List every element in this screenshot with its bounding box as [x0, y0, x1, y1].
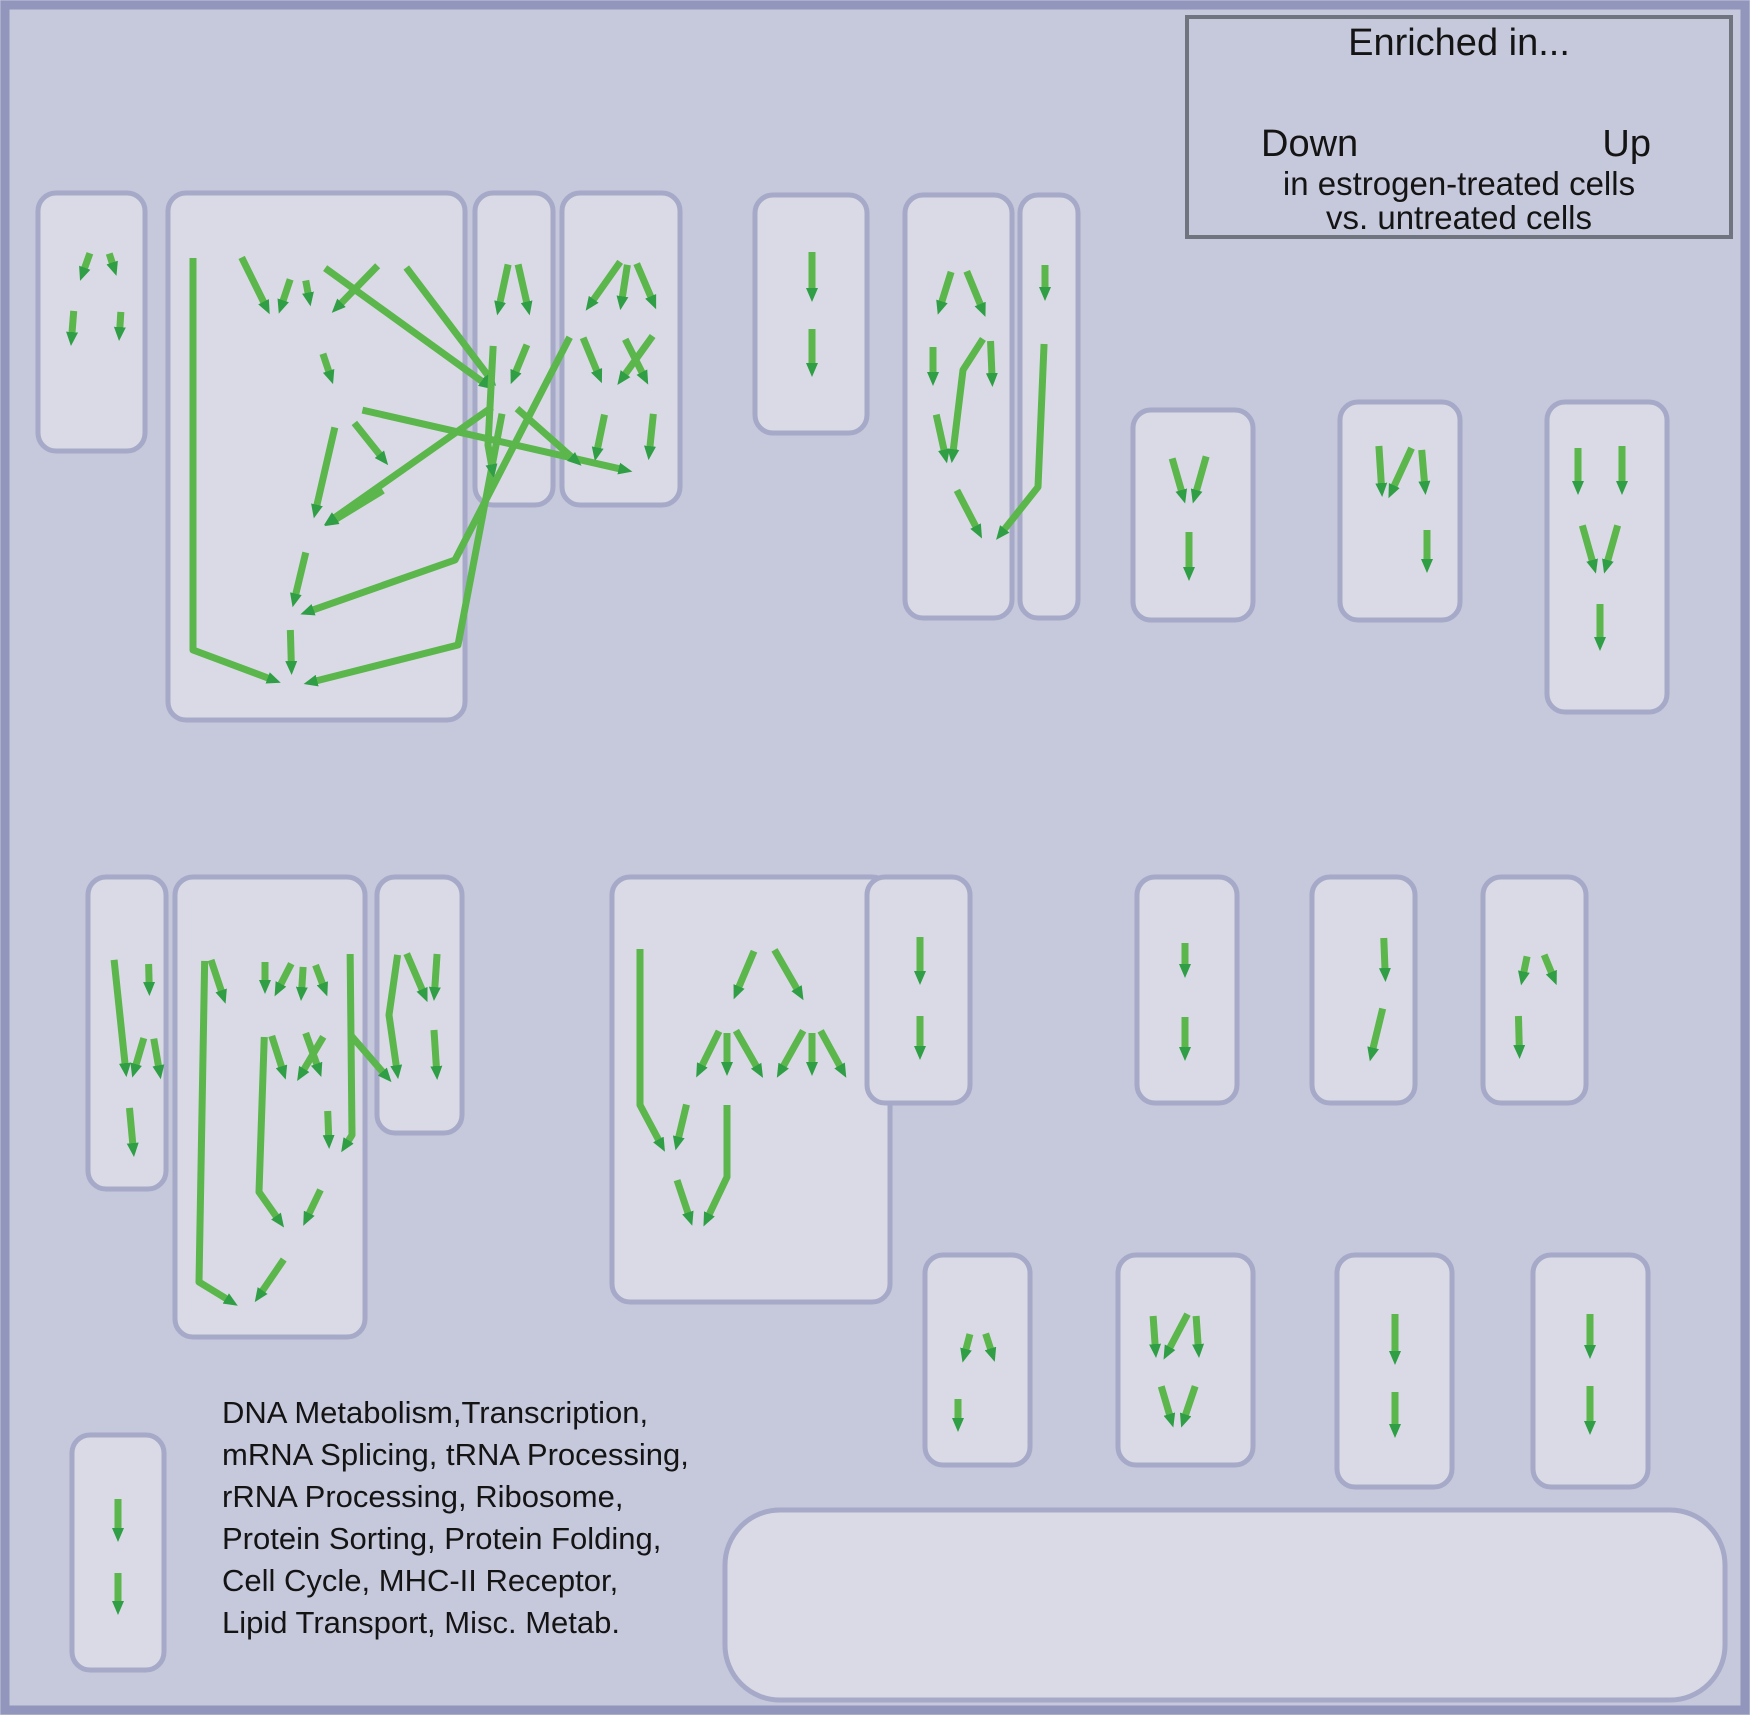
edge-arrow — [986, 1334, 991, 1350]
edge-arrow — [348, 954, 352, 1141]
edge-arrow — [435, 954, 437, 988]
cluster-box-mps — [1133, 410, 1253, 620]
cluster-box-mt — [475, 193, 553, 505]
cluster-box-uc — [755, 195, 867, 433]
edge-arrow — [434, 1030, 436, 1067]
cluster-box-pt — [88, 877, 166, 1189]
edge-arrow — [129, 1108, 132, 1144]
legend-up-label: Up — [1602, 123, 1651, 165]
misc-categories-text: DNA Metabolism,Transcription, mRNA Splicing, tRNA Processing, rRNA Processing, Ribosome, Protein Sorting, Protein Folding, Cell Cycle, MHC-II Receptor, Lipid Transport, Misc. Metab. — [222, 1395, 689, 1640]
edge-arrow — [306, 280, 308, 293]
edge-arrow — [966, 1334, 970, 1350]
edge-arrow — [302, 967, 303, 988]
legend-down-label: Down — [1261, 123, 1359, 165]
edge-arrow — [1422, 450, 1425, 482]
cluster-box-ch — [1118, 1255, 1253, 1465]
cluster-box-nu — [1312, 877, 1415, 1103]
cluster-box-tc — [1483, 877, 1586, 1103]
cluster-box-t4 — [1533, 1255, 1648, 1487]
cluster-box-mtcc — [38, 193, 145, 451]
edge-arrow — [1196, 1316, 1198, 1345]
cluster-box-ts — [867, 877, 970, 1103]
cluster-box-t3 — [1337, 1255, 1452, 1487]
cluster-box-tj — [72, 1435, 164, 1670]
cluster-box-tm — [612, 877, 890, 1302]
cluster-box-bottom-misc — [725, 1510, 1725, 1700]
edge-arrow — [154, 1039, 159, 1067]
legend-title: Enriched in... — [1348, 22, 1570, 64]
edge-arrow — [1524, 956, 1527, 972]
edge-arrow — [1384, 938, 1385, 969]
legend-subtitle-line2: vs. untreated cells — [1326, 199, 1592, 236]
cluster-box-rp — [1137, 877, 1237, 1103]
edge-arrow — [290, 630, 291, 662]
edge-arrow — [120, 312, 121, 328]
edge-arrow — [328, 1111, 329, 1136]
edge-arrow — [1379, 446, 1381, 484]
cluster-box-dm — [925, 1255, 1030, 1465]
cluster-box-mito — [1020, 195, 1078, 618]
edge-arrow — [1518, 1016, 1519, 1046]
edge-arrow — [1153, 1316, 1155, 1345]
legend-subtitle-line1: in estrogen-treated cells — [1282, 165, 1636, 202]
cluster-box-nt — [1340, 402, 1460, 620]
edge-arrow — [72, 311, 74, 333]
edge-arrow — [991, 341, 992, 374]
edge-arrow — [109, 254, 112, 264]
edge-arrow — [650, 414, 653, 447]
